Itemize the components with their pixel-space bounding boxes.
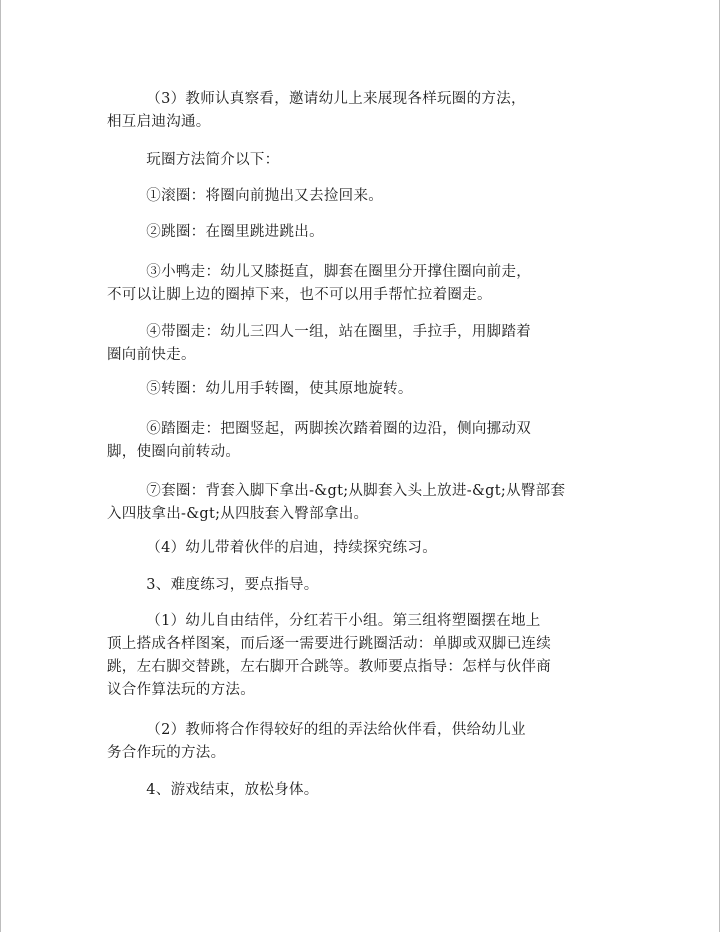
paragraph-group-activity: （1）幼儿自由结伴，分红若干小组。第三组将塑圈摆在地上 顶上搭成各样图案，而后逐一需要进行跳圈活动：单脚或双脚已连续 跳，左右脚交替跳，左右脚开合跳等。教师要点指导：怎样与伙伴商 议合作算法玩的方法。 bbox=[107, 613, 551, 698]
paragraph-methods-intro: 玩圈方法简介以下： bbox=[107, 152, 280, 168]
paragraph-continue-explore: （4）幼儿带着伙伴的启迪，持续探究练习。 bbox=[107, 540, 438, 556]
paragraph-difficulty-heading: 3、难度练习，要点指导。 bbox=[107, 577, 319, 593]
paragraph-method-duck-walk: ③小鸭走：幼儿又膝挺直，脚套在圈里分开撑住圈向前走， 不可以让脚上边的圈掉下来，也不可以用手帮忙拉着圈走。 bbox=[107, 264, 532, 303]
paragraph-method-roll: ①滚圈：将圈向前抛出又去捡回来。 bbox=[107, 188, 384, 204]
paragraph-method-spin: ⑤转圈：幼儿用手转圈，使其原地旋转。 bbox=[107, 381, 413, 397]
paragraph-method-step-walk: ⑥踏圈走：把圈竖起，两脚挨次踏着圈的边沿，侧向挪动双 脚，使圈向前转动。 bbox=[107, 421, 532, 460]
paragraph-show-results: （2）教师将合作得较好的组的弄法给伙伴看，供给幼儿业 务合作玩的方法。 bbox=[107, 722, 526, 761]
paragraph-method-carry-walk: ④带圈走：幼儿三四人一组，站在圈里，手拉手，用脚踏着 圈向前快走。 bbox=[107, 324, 532, 363]
paragraph-method-hoop-through: ⑦套圈：背套入脚下拿出-&gt;从脚套入头上放进-&gt;从臀部套 入四肢拿出-&gt;从四肢套入臀部拿出。 bbox=[107, 483, 566, 522]
paragraph-teacher-observe: （3）教师认真察看，邀请幼儿上来展现各样玩圈的方法， 相互启迪沟通。 bbox=[107, 91, 526, 130]
page-border-left bbox=[0, 0, 1, 932]
paragraph-method-jump: ②跳圈：在圈里跳进跳出。 bbox=[107, 224, 324, 240]
paragraph-game-end: 4、游戏结束，放松身体。 bbox=[107, 782, 319, 798]
